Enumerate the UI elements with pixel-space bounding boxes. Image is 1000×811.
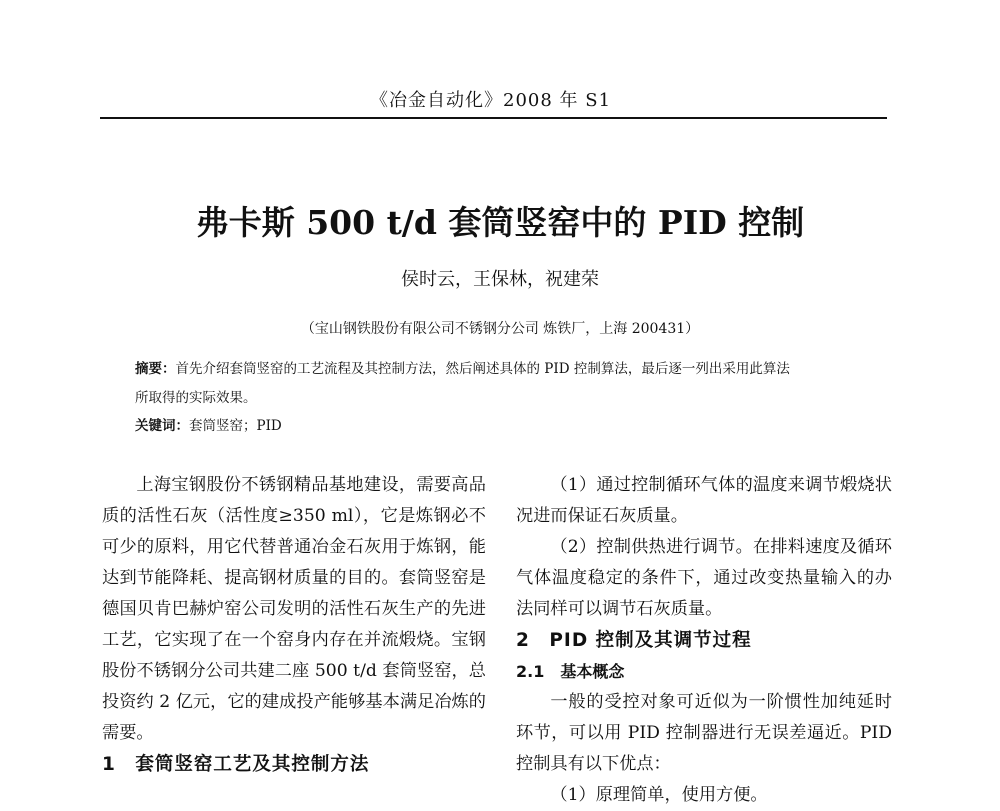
section-2-heading: 2 PID 控制及其调节过程	[516, 630, 752, 651]
abstract-line-1	[135, 357, 790, 377]
journal-header: 《冶金自动化》2008 年 S1	[370, 90, 612, 111]
header-rule	[100, 117, 887, 119]
section-2-1-heading: 2.1 基本概念	[516, 662, 625, 681]
keywords-label: 关键词：	[135, 418, 189, 434]
left-column	[102, 470, 486, 780]
pid-advantage-1: （1）原理简单，使用方便。	[550, 785, 768, 805]
method-item-1: （1）通过控制循环气体的温度来调节煅烧状况进而保证石灰质量。	[516, 475, 892, 526]
paper-title: 弗卡斯 500 t/d 套筒竖窑中的 PID 控制	[195, 203, 805, 242]
author-list: 侯时云，王保林，祝建荣	[401, 269, 599, 290]
intro-paragraph: 上海宝钢股份不锈钢精品基地建设，需要高品质的活性石灰（活性度≥350 ml），它是炼钢必不可少的原料，用它代替普通冶金石灰用于炼钢，能达到节能降耗、提高钢材质量的目的。套筒竖窑是德国贝肯巴赫炉窑公司发明的活性石灰生产的先进工艺，它实现了在一个窑身内存在并流煅烧。宝钢股份不锈钢分公司共建二座 500 t/d 套筒竖窑，总投资约 2 亿元，它的建成投产能够基本满足冶炼的需要。	[102, 475, 486, 743]
pid-intro-paragraph: 一般的受控对象可近似为一阶惯性加纯延时环节，可以用 PID 控制器进行无误差逼近。PID 控制具有以下优点：	[516, 692, 892, 774]
affiliation: （宝山钢铁股份有限公司不锈钢分公司 炼铁厂，上海 200431）	[300, 321, 700, 337]
abstract-label: 摘要：	[135, 361, 176, 377]
method-item-2: （2）控制供热进行调节。在排料速度及循环气体温度稳定的条件下，通过改变热量输入的办法同样可以调节石灰质量。	[516, 537, 892, 619]
abstract-text-1: 首先介绍套筒竖窑的工艺流程及其控制方法，然后阐述具体的 PID 控制算法，最后逐一列出采用此算法	[175, 361, 790, 377]
keywords-line	[135, 414, 282, 434]
section-1-heading: 1 套筒竖窑工艺及其控制方法	[102, 754, 370, 775]
keywords-text: 套筒竖窑；PID	[189, 418, 282, 434]
abstract-line-2: 所取得的实际效果。	[135, 390, 257, 406]
